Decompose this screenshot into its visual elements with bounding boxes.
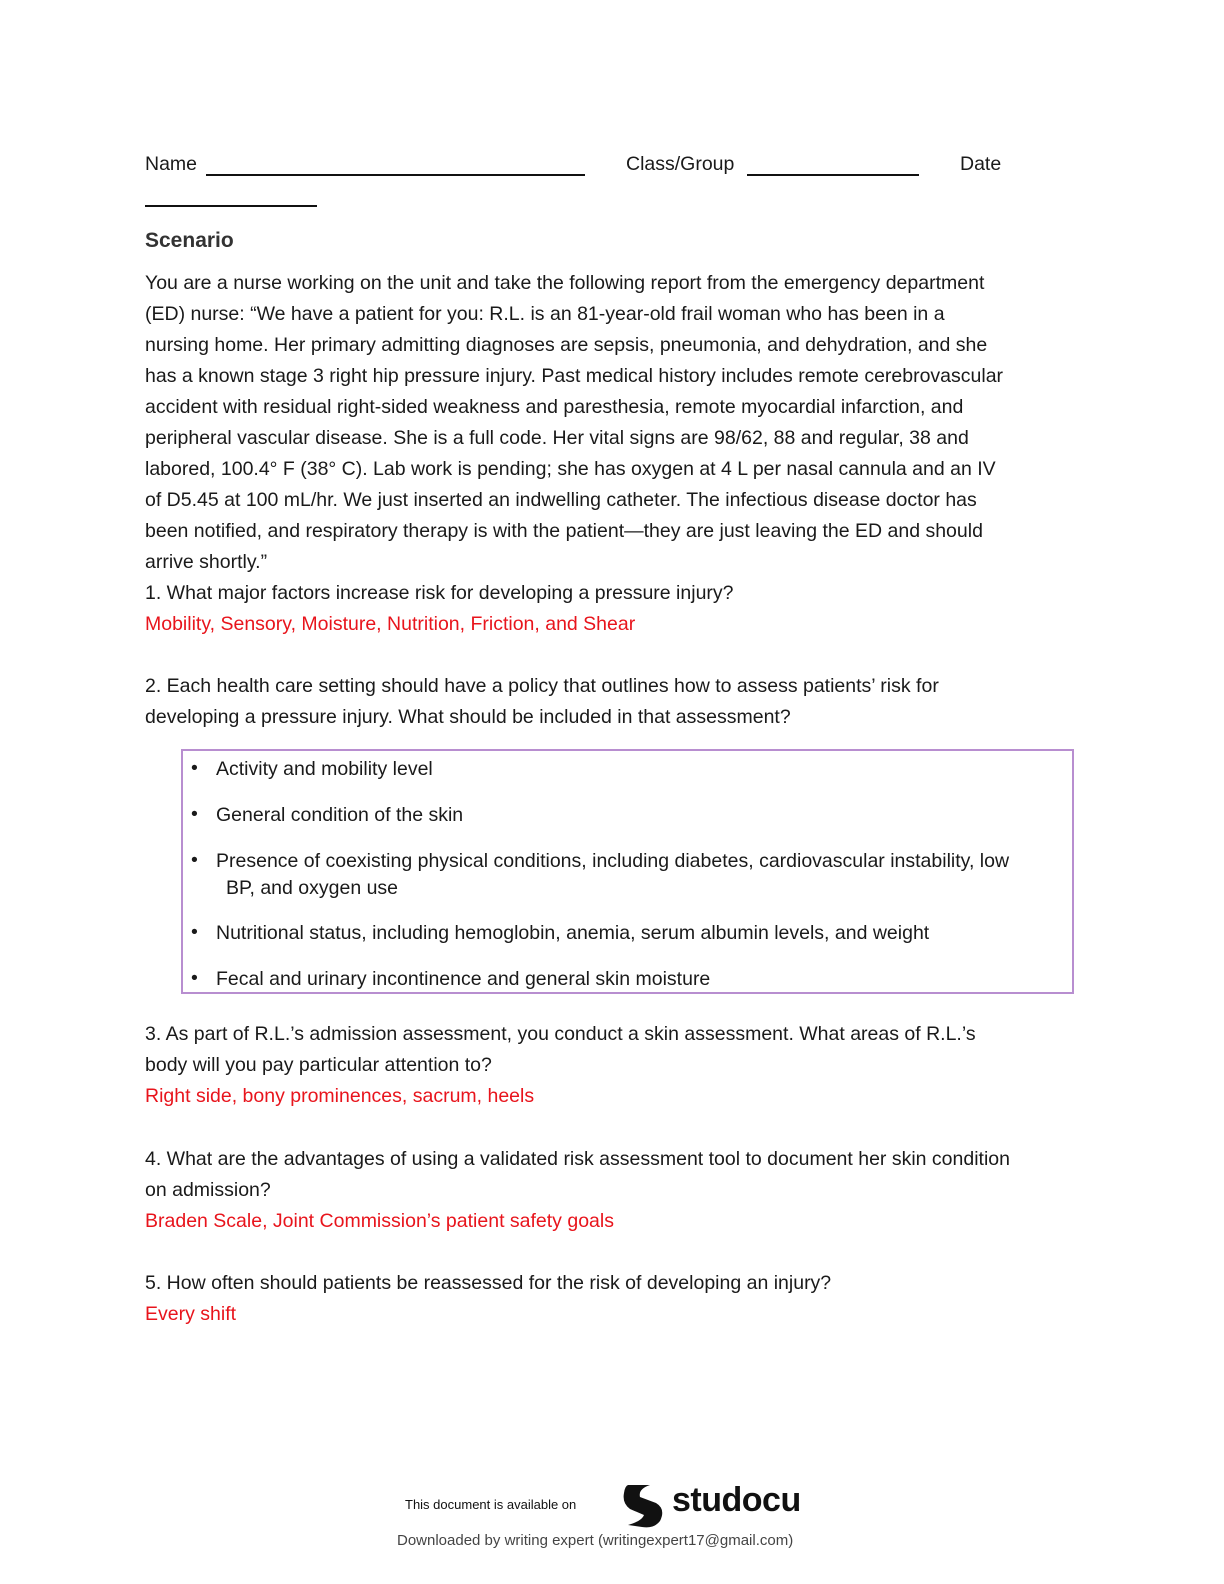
class-line — [747, 174, 919, 176]
scenario-line: accident with residual right-sided weakness and paresthesia, remote myocardial infarction, and — [145, 396, 964, 418]
downloaded-text: Downloaded by writing expert (writingexpert17@gmail.com) — [397, 1532, 794, 1549]
name-line — [206, 174, 585, 176]
scenario-line: labored, 100.4° F (38° C). Lab work is pending; she has oxygen at 4 L per nasal cannula and an IV — [145, 458, 996, 480]
studocu-brand: studocu — [672, 1481, 801, 1519]
scenario-heading: Scenario — [145, 229, 234, 252]
list-item: Fecal and urinary incontinence and general skin moisture — [216, 968, 711, 990]
scenario-line: peripheral vascular disease. She is a full code. Her vital signs are 98/62, 88 and regular, 38 and — [145, 427, 969, 449]
scenario-line: been notified, and respiratory therapy is with the patient—they are just leaving the ED and should — [145, 520, 983, 542]
question-text: 4. What are the advantages of using a validated risk assessment tool to document her skin condition — [145, 1148, 1010, 1170]
scenario-line: of D5.45 at 100 mL/hr. We just inserted an indwelling catheter. The infectious disease doctor has — [145, 489, 977, 511]
scenario-line: has a known stage 3 right hip pressure injury. Past medical history includes remote cerebrovascular — [145, 365, 1004, 387]
question-text: 1. What major factors increase risk for developing a pressure injury? — [145, 582, 734, 604]
class-label: Class/Group — [626, 153, 735, 175]
list-item: Nutritional status, including hemoglobin, anemia, serum albumin levels, and weight — [216, 922, 930, 944]
bullet-icon: • — [191, 849, 198, 871]
available-text: This document is available on — [405, 1497, 577, 1512]
studocu-logo-icon — [620, 1481, 668, 1529]
list-item: General condition of the skin — [216, 804, 464, 826]
question-text: developing a pressure injury. What should be included in that assessment? — [145, 706, 791, 728]
bullet-icon: • — [191, 967, 198, 989]
answer-text: Mobility, Sensory, Moisture, Nutrition, Friction, and Shear — [145, 613, 636, 635]
question-text: 3. As part of R.L.’s admission assessment, you conduct a skin assessment. What areas of R.L.’s — [145, 1023, 976, 1045]
assessment-list-box — [181, 749, 1074, 994]
question-text: on admission? — [145, 1179, 271, 1201]
scenario-line: arrive shortly.” — [145, 551, 268, 573]
scenario-line: nursing home. Her primary admitting diagnoses are sepsis, pneumonia, and dehydration, and she — [145, 334, 988, 356]
bullet-icon: • — [191, 921, 198, 943]
question-text: body will you pay particular attention to? — [145, 1054, 492, 1076]
list-item: Activity and mobility level — [216, 758, 433, 780]
answer-text: Every shift — [145, 1303, 237, 1325]
question-text: 5. How often should patients be reassessed for the risk of developing an injury? — [145, 1272, 832, 1294]
scenario-line: (ED) nurse: “We have a patient for you: R.L. is an 81-year-old frail woman who has been in a — [145, 303, 945, 325]
answer-text: Braden Scale, Joint Commission’s patient safety goals — [145, 1210, 614, 1232]
name-label: Name — [145, 153, 198, 175]
date-line — [145, 205, 317, 207]
question-text: 2. Each health care setting should have a policy that outlines how to assess patients’ risk for — [145, 675, 939, 697]
list-item: Presence of coexisting physical conditions, including diabetes, cardiovascular instability, low — [216, 850, 1010, 872]
date-label: Date — [960, 153, 1002, 175]
bullet-icon: • — [191, 803, 198, 825]
bullet-icon: • — [191, 757, 198, 779]
list-item-continued: BP, and oxygen use — [226, 877, 399, 899]
scenario-line: You are a nurse working on the unit and take the following report from the emergency department — [145, 272, 985, 294]
answer-text: Right side, bony prominences, sacrum, heels — [145, 1085, 535, 1107]
